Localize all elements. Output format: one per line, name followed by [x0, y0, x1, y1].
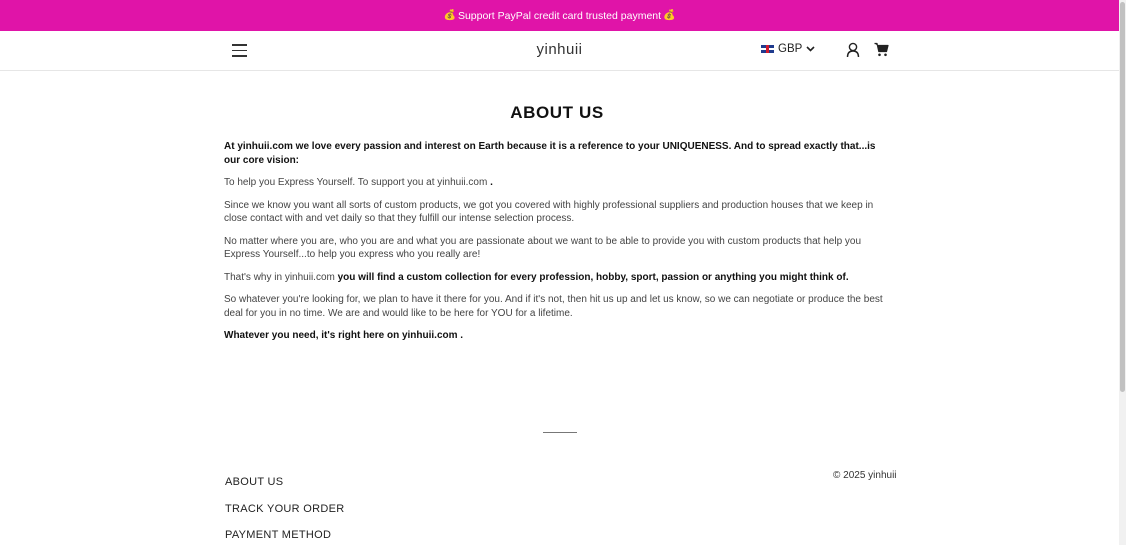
paragraph-help	[224, 176, 890, 190]
site-logo[interactable]: yinhuii	[536, 41, 583, 58]
footer-link-payment-method[interactable]: PAYMENT METHOD	[225, 529, 332, 541]
paragraph-suppliers: Since we know you want all sorts of custom products, we got you covered with highly professional suppliers and production houses that we keep in close contact with and vet daily so that they fulfill our intense selection process.	[224, 199, 874, 224]
paragraph-help-text: To help you Express Yourself. To support you at yinhuii.com	[224, 177, 488, 188]
page-scrollbar[interactable]	[1119, 0, 1126, 545]
page-title: ABOUT US	[510, 103, 604, 122]
uk-flag-icon	[761, 45, 774, 53]
footer-link-track-order[interactable]: TRACK YOUR ORDER	[225, 502, 345, 515]
money-bag-icon: 💰	[663, 10, 676, 21]
cart-icon[interactable]	[874, 42, 889, 57]
paragraph-help-end: .	[487, 177, 493, 188]
scrollbar-thumb[interactable]	[1120, 2, 1125, 392]
paragraph-closing: Whatever you need, it's right here on yinhuii.com .	[224, 330, 464, 341]
chevron-down-icon	[806, 44, 815, 54]
copyright-text: © 2025 yinhuii	[833, 470, 897, 481]
user-icon[interactable]	[846, 42, 860, 58]
footer-links	[225, 476, 345, 545]
paragraph-lifetime: So whatever you're looking for, we plan to have it there for you. And if it's not, then hit us up and let us know, so we can negotiate or produce the best deal for you in no time. We are and would like to be here for YOU for a lifetime.	[224, 294, 883, 319]
announcement-text: Support PayPal credit card trusted payment	[457, 9, 662, 22]
site-header	[0, 31, 1119, 71]
paragraph-collection-intro: That's why in yinhuii.com	[224, 271, 335, 283]
about-content	[224, 103, 890, 352]
paragraph-express: No matter where you are, who you are and what you are passionate about we want to be able to provide you with custom products that help you Express Yourself...to help you express who you really are!	[224, 235, 862, 260]
paragraph-collection-bold: you will find a custom collection for every profession, hobby, sport, passion or anything you might think of.	[334, 271, 849, 283]
announcement-bar[interactable]	[0, 0, 1119, 31]
footer-divider	[543, 432, 577, 433]
currency-selector[interactable]	[761, 43, 815, 55]
paragraph-vision: At yinhuii.com we love every passion and interest on Earth because it is a reference to your UNIQUENESS. And to spread exactly that...is our core vision:	[224, 141, 876, 166]
footer-link-about-us[interactable]: ABOUT US	[225, 476, 284, 488]
paragraph-collection	[224, 271, 890, 285]
currency-label: GBP	[778, 43, 803, 55]
money-bag-icon: 💰	[443, 10, 456, 21]
